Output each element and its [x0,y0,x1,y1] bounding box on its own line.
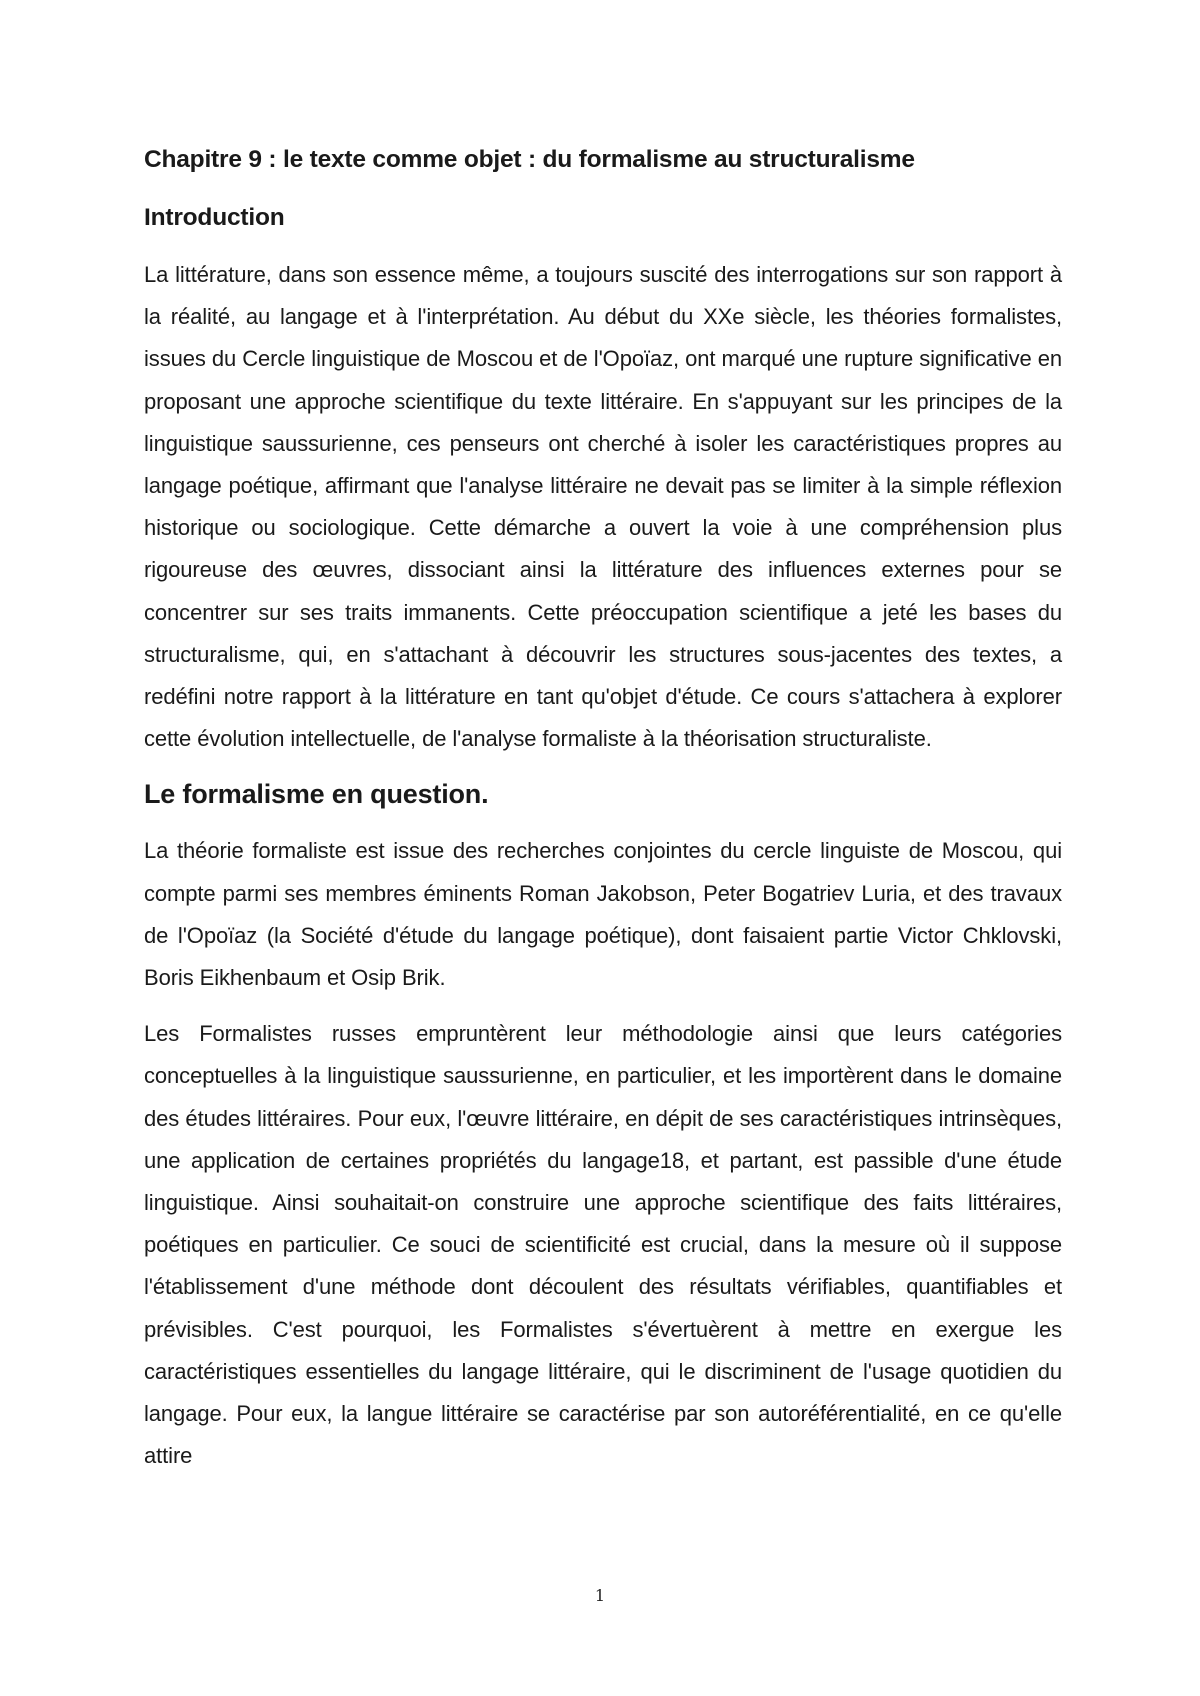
section-paragraph-2: Les Formalistes russes empruntèrent leur méthodologie ainsi que leurs catégories conceptuelles à la linguistique saussurienne, en particulier, et les importèrent dans le domaine des études littéraires. Pour eux, l'œuvre littéraire, en dépit de ses caractéristiques intrinsèques, une application de certaines propriétés du langage18, et partant, est passible d'une étude linguistique. Ainsi souhaitait-on construire une approche scientifique des faits littéraires, poétiques en particulier. Ce souci de scientificité est crucial, dans la mesure où il suppose l'établissement d'une méthode dont découlent des résultats vérifiables, quantifiables et prévisibles. C'est pourquoi, les Formalistes s'évertuèrent à mettre en exergue les caractéristiques essentielles du langage littéraire, qui le discriminent de l'usage quotidien du langage. Pour eux, la langue littéraire se caractérise par son autoréférentialité, en ce qu'elle attire [144,1021,1062,1469]
section-heading: Le formalisme en question. [144,779,489,810]
section-paragraph-1: La théorie formaliste est issue des recherches conjointes du cercle linguiste de Moscou, qui compte parmi ses membres éminents Roman Jakobson, Peter Bogatriev Luria, et des travaux de l'Opoïaz (la Société d'étude du langage poétique), dont faisaient partie Victor Chklovski, Boris Eikhenbaum et Osip Brik. [144,838,1062,991]
introduction-paragraph: La littérature, dans son essence même, a toujours suscité des interrogations sur son rapport à la réalité, au langage et à l'interprétation. Au début du XXe siècle, les théories formalistes, issues du Cercle linguistique de Moscou et de l'Opoïaz, ont marqué une rupture significative en proposant une approche scientifique du texte littéraire. En s'appuyant sur les principes de la linguistique saussurienne, ces penseurs ont cherché à isoler les caractéristiques propres au langage poétique, affirmant que l'analyse littéraire ne devait pas se limiter à la simple réflexion historique ou sociologique. Cette démarche a ouvert la voie à une compréhension plus rigoureuse des œuvres, dissociant ainsi la littérature des influences externes pour se concentrer sur ses traits immanents. Cette préoccupation scientifique a jeté les bases du structuralisme, qui, en s'attachant à découvrir les structures sous-jacentes des textes, a redéfini notre rapport à la littérature en tant qu'objet d'étude. Ce cours s'attachera à explorer cette évolution intellectuelle, de l'analyse formaliste à la théorisation structuraliste. [144,262,1062,752]
introduction-heading: Introduction [144,204,285,231]
page-content [144,140,1062,1477]
chapter-title: Chapitre 9 : le texte comme objet : du formalisme au structuralisme [144,146,915,173]
page-number: 1 [594,1586,606,1605]
